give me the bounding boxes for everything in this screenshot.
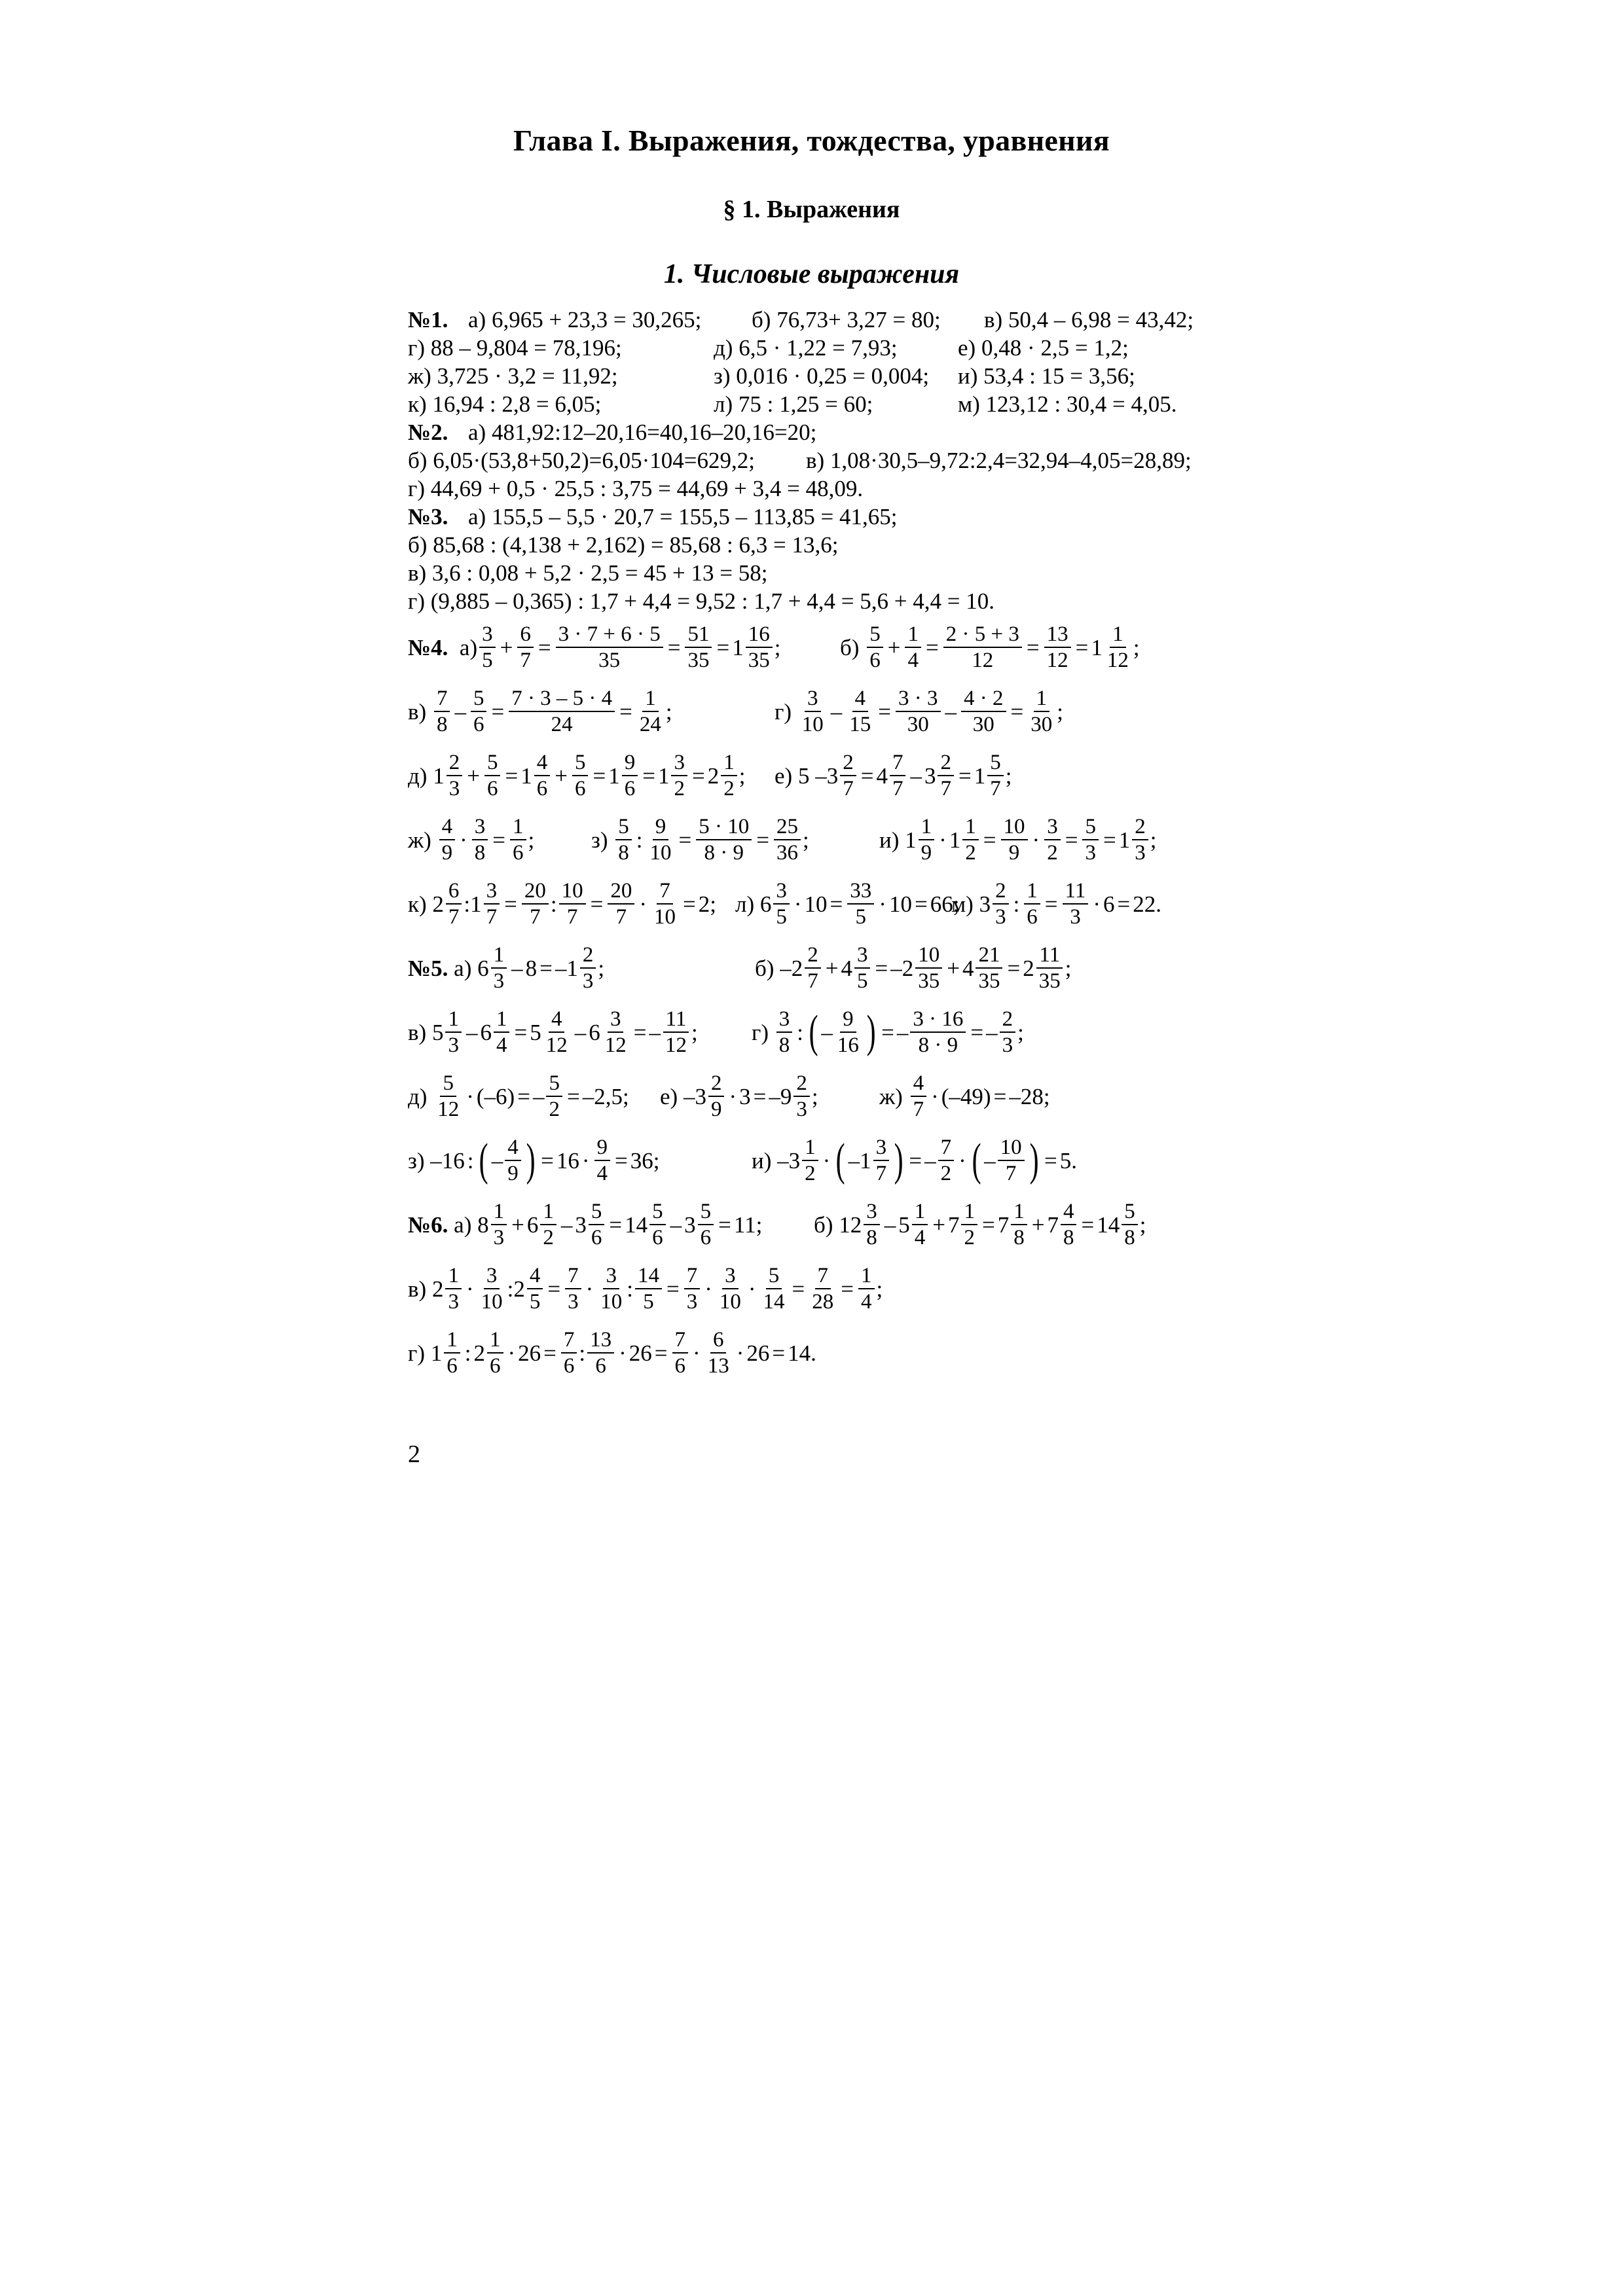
exercise-3-label: №3. [408,504,448,529]
exercise-6-g: г) 1 $\frac{1}{6}$ : 2 $\frac{1}{6}$ · 26 = $\frac{7}{6}$ : $\frac{13}{6}$ · 26 = $\frac{7}{6}$ · $\frac{6}{13}$ · 26 = 14. [408,1328,816,1378]
exercise-1-d: д) 6,5 · 1,22 = 7,93; [714,335,898,361]
exercise-1-row-1 [408,306,1220,334]
exercise-3-row-3 [408,559,1220,587]
exercise-5-b: б) – 2 $\frac{2}{7}$ + 4 $\frac{3}{5}$ = – 2 $\frac{10}{35}$ + 4 $\frac{21}{35}$ = 2 $\frac{11}{35}$ ; [755,943,1072,993]
exercise-4-a: №4. а) $\frac{3}{5}$ + $\frac{6}{7}$ = $\frac{3 \cdot 7 + 6 \cdot 5}{35}$ = $\frac{51}{35}$ = 1 $\frac{16}{35}$ ; [408,622,781,672]
exercise-3-a: а) 155,5 – 5,5 · 20,7 = 155,5 – 113,85 = 41,65; [468,504,898,529]
exercise-6-b: б) 12 $\frac{3}{8}$ – 5 $\frac{1}{4}$ + 7 $\frac{1}{2}$ = 7 $\frac{1}{8}$ + 7 $\frac{4}{8}$ = 14 $\frac{5}{8}$ ; [814,1200,1146,1249]
exercise-3-g: г) (9,885 – 0,365) : 1,7 + 4,4 = 9,52 : 1,7 + 4,4 = 5,6 + 4,4 = 10. [408,588,994,614]
exercise-5-z: з) –16 : ( – $\frac{4}{9}$ ) = 16 · $\frac{9}{4}$ = 36; [408,1135,660,1185]
exercise-2-a: а) 481,92:12–20,16=40,16–20,16=20; [468,420,817,445]
exercise-content [408,306,1220,1385]
exercise-4-l: л) 6 $\frac{3}{5}$ · 10 = $\frac{33}{5}$ · 10 = 66; [735,879,960,929]
exercise-1-m: м) 123,12 : 30,4 = 4,05. [958,391,1177,417]
exercise-3-row-1 [408,503,1220,531]
exercise-1-z: з) 0,016 · 0,25 = 0,004; [714,363,930,389]
exercise-1-g: г) 88 – 9,804 = 78,196; [408,335,622,361]
exercise-5-i: и) – 3 $\frac{1}{2}$ · ( – 1 $\frac{3}{7}$ ) = – $\frac{7}{2}$ · ( – $\frac{10}{7}$ ) = 5. [752,1135,1077,1185]
exercise-6-v: в) 2 $\frac{1}{3}$ · $\frac{3}{10}$ : 2 $\frac{4}{5}$ = $\frac{7}{3}$ · $\frac{3}{10}$ : $\frac{14}{5}$ = $\frac{7}{3}$ · $\frac{3}{10}$ · $\frac{5}{14}$ = $\frac{7}{28}$ = $\frac{1}{4}$ ; [408,1264,883,1314]
exercise-6-row-2 [408,1257,1220,1321]
exercise-4-row-3 [408,744,1220,808]
exercise-3-row-4 [408,587,1220,615]
exercise-4-k: к) 2 $\frac{6}{7}$ : 1 $\frac{3}{7}$ = $\frac{20}{7}$ : $\frac{10}{7}$ = $\frac{20}{7}$ · $\frac{7}{10}$ = 2; [408,879,717,929]
exercise-1-v: в) 50,4 – 6,98 = 43,42; [984,307,1194,332]
exercise-1-a: а) 6,965 + 23,3 = 30,265; [468,307,702,332]
exercise-5-g: г) $\frac{3}{8}$ : ( – $\frac{9}{16}$ ) = – $\frac{3 \cdot 16}{8 \cdot 9}$ = – $\frac{2}{3}$ ; [752,1007,1024,1057]
exercise-4-g: г) $\frac{3}{10}$ – $\frac{4}{15}$ = $\frac{3 \cdot 3}{30}$ – $\frac{4 \cdot 2}{30}$ = $\frac{1}{30}$ ; [775,687,1063,736]
exercise-1-zh: ж) 3,725 · 3,2 = 11,92; [408,363,618,389]
subsection-title: 1. Числовые выражения [663,259,960,289]
exercise-3-row-2 [408,531,1220,559]
exercise-4-v: в) $\frac{7}{8}$ – $\frac{5}{6}$ = $\frac{7 \cdot 3 - 5 \cdot 4}{24}$ = $\frac{1}{24}$ ; [408,687,672,736]
exercise-5-e: е) – 3 $\frac{2}{9}$ · 3 = – 9 $\frac{2}{3}$ ; [660,1071,818,1121]
exercise-6-row-3 [408,1321,1220,1385]
exercise-1-row-3 [408,362,1220,390]
exercise-5-row-3 [408,1064,1220,1128]
exercise-2-label: №2. [408,420,448,445]
section-title: § 1. Выражения [723,196,900,223]
exercise-6-a: №6. а) 8 $\frac{1}{3}$ + 6 $\frac{1}{2}$ – 3 $\frac{5}{6}$ = 14 $\frac{5}{6}$ – 3 $\frac{5}{6}$ = 11; [408,1200,763,1249]
exercise-4-row-5 [408,872,1220,936]
exercise-4-i: и) 1 $\frac{1}{9}$ · 1 $\frac{1}{2}$ = $\frac{10}{9}$ · $\frac{3}{2}$ = $\frac{5}{3}$ = 1 $\frac{2}{3}$ ; [879,815,1157,865]
exercise-1-e: е) 0,48 · 2,5 = 1,2; [958,335,1129,361]
exercise-5-row-2 [408,1000,1220,1064]
exercise-1-row-4 [408,390,1220,418]
exercise-5-label: №5. [408,955,448,981]
exercise-1-l: л) 75 : 1,25 = 60; [714,391,873,417]
exercise-5-a: №5. а) 6 $\frac{1}{3}$ – 8 = – 1 $\frac{2}{3}$ ; [408,943,605,993]
exercise-2-g: г) 44,69 + 0,5 · 25,5 : 3,75 = 44,69 + 3,4 = 48,09. [408,476,864,501]
exercise-5-zh: ж) $\frac{4}{7}$ · (–49) = –28; [879,1071,1050,1121]
exercise-1-row-2 [408,334,1220,362]
exercise-1-i: и) 53,4 : 15 = 3,56; [958,363,1135,389]
exercise-4-row-4 [408,808,1220,872]
exercise-4-m: м) 3 $\frac{2}{3}$ : $\frac{1}{6}$ = $\frac{11}{3}$ · 6 = 22. [951,879,1161,929]
exercise-4-e: е) 5 – 3 $\frac{2}{7}$ = 4 $\frac{7}{7}$ – 3 $\frac{2}{7}$ = 1 $\frac{5}{7}$ ; [775,751,1012,800]
exercise-5-row-1 [408,936,1220,1000]
exercise-3-v: в) 3,6 : 0,08 + 5,2 · 2,5 = 45 + 13 = 58; [408,560,768,586]
exercise-4-z: з) $\frac{5}{8}$ : $\frac{9}{10}$ = $\frac{5 \cdot 10}{8 \cdot 9}$ = $\frac{25}{36}$ ; [591,815,809,865]
exercise-1-k: к) 16,94 : 2,8 = 6,05; [408,391,602,417]
exercise-4-row-2 [408,679,1220,744]
chapter-title: Глава I. Выражения, тождества, уравнения [513,124,1110,157]
exercise-2-b: б) 6,05·(53,8+50,2)=6,05·104=629,2; [408,448,756,473]
exercise-4-row-1 [408,615,1220,679]
exercise-1-b: б) 76,73+ 3,27 = 80; [752,307,941,332]
exercise-2-row-3 [408,475,1220,503]
exercise-4-zh: ж) $\frac{4}{9}$ · $\frac{3}{8}$ = $\frac{1}{6}$ ; [408,815,535,865]
exercise-4-b: б) $\frac{5}{6}$ + $\frac{1}{4}$ = $\frac{2 \cdot 5 + 3}{12}$ = $\frac{13}{12}$ = 1 $\frac{1}{12}$ ; [840,622,1140,672]
exercise-5-row-4 [408,1128,1220,1193]
exercise-1-label: №1. [408,307,448,332]
exercise-4-d: д) 1 $\frac{2}{3}$ + $\frac{5}{6}$ = 1 $\frac{4}{6}$ + $\frac{5}{6}$ = 1 $\frac{9}{6}$ = 1 $\frac{3}{2}$ = 2 $\frac{1}{2}$ ; [408,751,746,800]
exercise-4-label: №4. [408,634,448,660]
exercise-5-d: д) $\frac{5}{12}$ · (–6) = – $\frac{5}{2}$ = –2,5; [408,1071,629,1121]
exercise-3-b: б) 85,68 : (4,138 + 2,162) = 85,68 : 6,3 = 13,6; [408,532,839,558]
exercise-2-row-2 [408,446,1220,475]
page-number: 2 [408,1441,420,1468]
exercise-2-v: в) 1,08·30,5–9,72:2,4=32,94–4,05=28,89; [806,448,1192,473]
exercise-2-row-1 [408,418,1220,446]
exercise-5-v: в) 5 $\frac{1}{3}$ – 6 $\frac{1}{4}$ = 5 $\frac{4}{12}$ – 6 $\frac{3}{12}$ = – $\frac{11}{12}$ ; [408,1007,698,1057]
exercise-6-label: №6. [408,1211,448,1238]
exercise-6-row-1 [408,1193,1220,1257]
